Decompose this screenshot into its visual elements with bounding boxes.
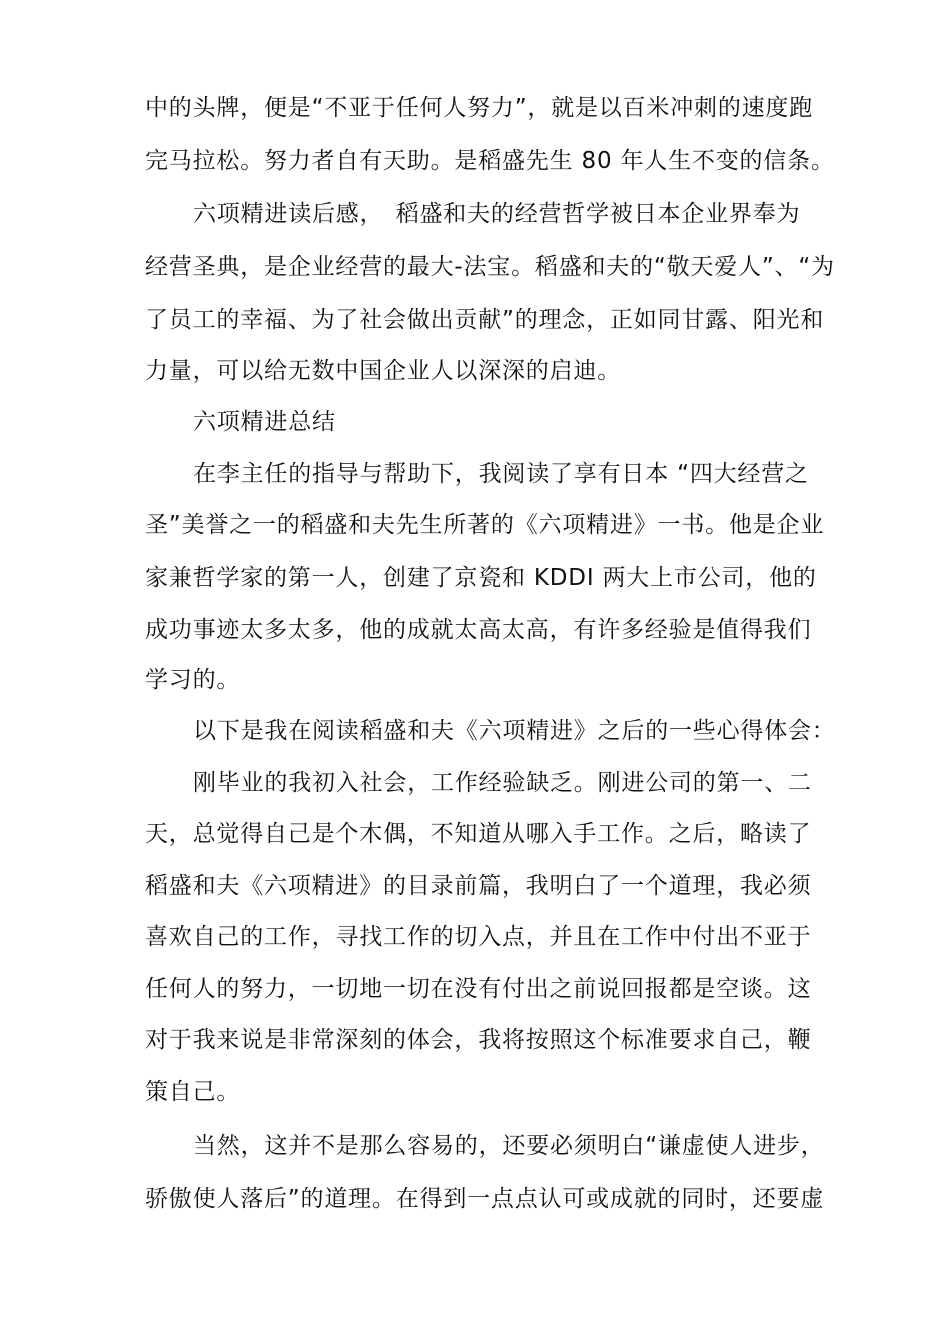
text-line: 完马拉松。努力者自有天助。是稻盛先生 80 年人生不变的信条。: [145, 148, 835, 174]
text-line: 力量，可以给无数中国企业人以深深的启迪。: [145, 358, 621, 384]
text-line: 圣”美誉之一的稻盛和夫先生所著的《六项精进》一书。他是企业: [145, 512, 825, 538]
text-line: 以下是我在阅读稻盛和夫《六项精进》之后的一些心得体会：: [193, 718, 836, 744]
text-line: 中的头牌，便是“不亚于任何人努力”，就是以百米冲刺的速度跑: [145, 95, 814, 121]
text-line: 天，总觉得自己是个木偶，不知道从哪入手工作。之后，略读了: [145, 821, 812, 847]
text-line: 成功事迹太多太多，他的成就太高太高，有许多经验是值得我们: [145, 617, 812, 643]
text-line: 任何人的努力，一切地一切在没有付出之前说回报都是空谈。这: [145, 976, 812, 1002]
text-line: 喜欢自己的工作，寻找工作的切入点，并且在工作中付出不亚于: [145, 924, 812, 950]
text-line: 刚毕业的我初入社会，工作经验缺乏。刚进公司的第一、二: [193, 770, 812, 796]
text-line: 六项精进读后感， 稻盛和夫的经营哲学被日本企业界奉为: [193, 201, 801, 227]
text-line: 骄傲使人落后”的道理。在得到一点点认可或成就的同时，还要虚: [145, 1186, 825, 1212]
text-line: 策自己。: [145, 1079, 241, 1105]
section-heading: 六项精进总结: [193, 409, 336, 435]
text-line: 家兼哲学家的第一人，创建了京瓷和 KDDI 两大上市公司，他的: [145, 565, 817, 591]
text-line: 稻盛和夫《六项精进》的目录前篇，我明白了一个道理，我必须: [145, 873, 812, 899]
text-line: 了员工的幸福、为了社会做出贡献”的理念，正如同甘露、阳光和: [145, 307, 825, 333]
text-line: 当然，这并不是那么容易的，还要必须明白“谦虚使人进步，: [193, 1133, 825, 1159]
text-line: 在李主任的指导与帮助下，我阅读了享有日本 “四大经营之: [193, 461, 809, 487]
text-line: 学习的。: [145, 667, 241, 693]
text-line: 对于我来说是非常深刻的体会，我将按照这个标准要求自己，鞭: [145, 1027, 812, 1053]
text-line: 经营圣典，是企业经营的最大-法宝。稻盛和夫的“敬天爱人”、“为: [145, 254, 835, 280]
